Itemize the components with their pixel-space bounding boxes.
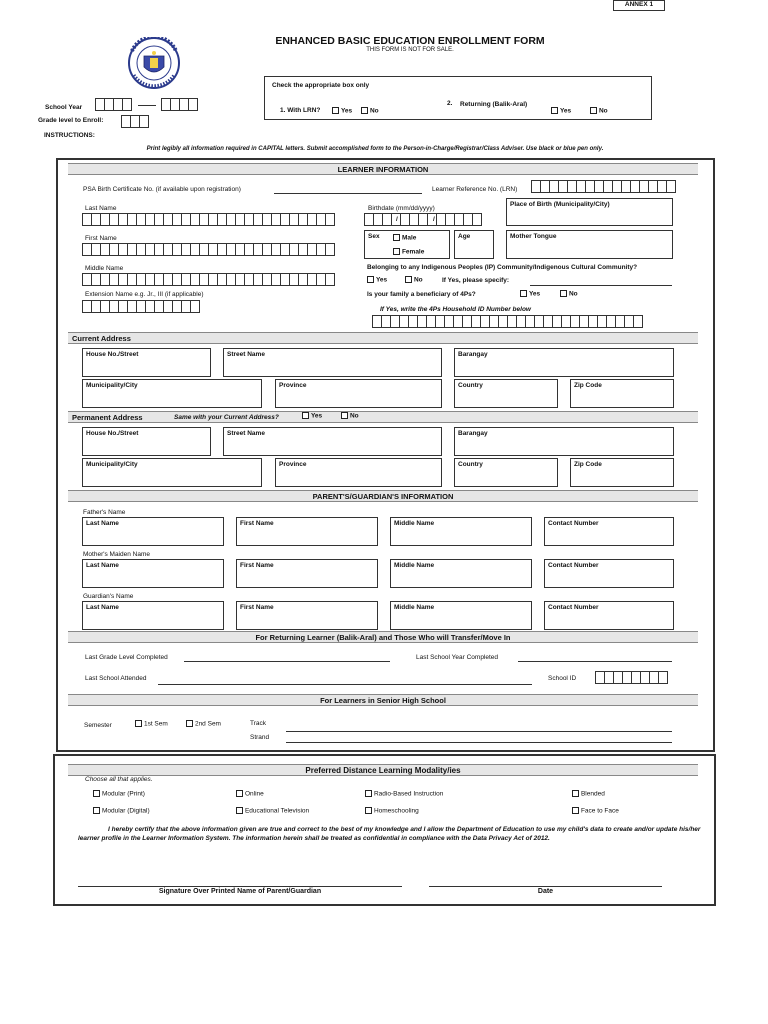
checkbox-icon[interactable] xyxy=(93,790,100,797)
first-name-label: First Name xyxy=(85,235,117,242)
modality-modular-digital[interactable]: Modular (Digital) xyxy=(93,807,150,814)
instructions-text: Print legibly all information required in CAPITAL letters. Submit accomplished form to the Person-in-Charge/Registrar/Class Adviser. Use black or blue pen only. xyxy=(146,146,604,152)
with-lrn-no[interactable]: No xyxy=(361,107,379,114)
mother-contact-field[interactable] xyxy=(544,559,674,588)
fourps-no-option[interactable]: No xyxy=(560,290,578,297)
birthdate-slash-2: / xyxy=(433,216,435,223)
parents-info-header: PARENT'S/GUARDIAN'S INFORMATION xyxy=(68,490,698,502)
last-sy-label: Last School Year Completed xyxy=(416,654,499,661)
character-cell[interactable] xyxy=(472,213,482,226)
modality-face-to-face[interactable]: Face to Face xyxy=(572,807,619,814)
current-street-field[interactable] xyxy=(223,348,442,377)
guardian-middle-name-label: Middle Name xyxy=(394,604,435,611)
check-box-title: Check the appropriate box only xyxy=(272,82,370,89)
father-middle-name-label: Middle Name xyxy=(394,520,435,527)
school-id-label: School ID xyxy=(548,675,577,682)
lrn-input[interactable] xyxy=(532,180,676,193)
returning-label: Returning (Balik-Aral) xyxy=(460,101,528,108)
character-cell[interactable] xyxy=(139,115,149,128)
date-label: Date xyxy=(537,888,554,895)
mother-middle-name-field[interactable] xyxy=(390,559,532,588)
checkbox-icon[interactable] xyxy=(560,290,567,297)
character-cell[interactable] xyxy=(658,671,668,684)
father-first-name-field[interactable] xyxy=(236,517,378,546)
track-input[interactable] xyxy=(286,731,672,732)
ip-specify-input[interactable] xyxy=(530,285,672,286)
permanent-address-title: Permanent Address xyxy=(72,413,143,422)
checkbox-icon[interactable] xyxy=(393,248,400,255)
sex-label: Sex xyxy=(368,233,380,240)
permanent-street-field[interactable] xyxy=(223,427,442,456)
current-zip-field[interactable] xyxy=(570,379,674,408)
fourps-id-input[interactable] xyxy=(373,315,643,328)
extension-name-input[interactable] xyxy=(83,300,200,313)
checkbox-icon[interactable] xyxy=(341,412,348,419)
checkbox-icon[interactable] xyxy=(393,234,400,241)
modality-tv[interactable]: Educational Television xyxy=(236,807,309,814)
last-school-label: Last School Attended xyxy=(85,675,147,682)
second-sem-option[interactable]: 2nd Sem xyxy=(186,720,221,727)
father-last-name-field[interactable] xyxy=(82,517,224,546)
ip-no-option[interactable]: No xyxy=(405,276,423,283)
ip-question: Belonging to any Indigenous Peoples (IP) Community/Indigenous Cultural Community? xyxy=(367,264,638,271)
checkbox-icon[interactable] xyxy=(302,412,309,419)
birthdate-slash-1: / xyxy=(396,216,398,223)
current-province-field[interactable] xyxy=(275,379,442,408)
semester-label: Semester xyxy=(84,722,112,729)
age-field[interactable] xyxy=(454,230,494,259)
current-country-field[interactable] xyxy=(454,379,558,408)
permanent-municipality-label: Municipality/City xyxy=(86,461,138,468)
checkbox-icon[interactable] xyxy=(236,790,243,797)
extension-name-label: Extension Name e.g. Jr., III (if applicable) xyxy=(85,291,204,298)
checkbox-icon[interactable] xyxy=(367,276,374,283)
father-last-name-label: Last Name xyxy=(86,520,119,527)
school-year-start-input[interactable] xyxy=(96,98,132,111)
guardian-middle-name-field[interactable] xyxy=(390,601,532,630)
current-house-field[interactable] xyxy=(82,348,211,377)
strand-input[interactable] xyxy=(286,742,672,743)
permanent-country-label: Country xyxy=(458,461,483,468)
modality-header: Preferred Distance Learning Modality/ies xyxy=(68,764,698,776)
birthdate-input[interactable] xyxy=(365,213,482,226)
guardian-contact-field[interactable] xyxy=(544,601,674,630)
with-lrn-yes[interactable]: Yes xyxy=(332,107,352,114)
date-line[interactable] xyxy=(429,886,662,887)
current-municipality-label: Municipality/City xyxy=(86,382,138,389)
father-first-name-label: First Name xyxy=(240,520,274,527)
current-municipality-field[interactable] xyxy=(82,379,262,408)
current-zip-label: Zip Code xyxy=(574,382,602,389)
permanent-municipality-field[interactable] xyxy=(82,458,262,487)
guardian-first-name-label: First Name xyxy=(240,604,274,611)
father-label: Father's Name xyxy=(83,509,126,516)
permanent-zip-field[interactable] xyxy=(570,458,674,487)
track-label: Track xyxy=(250,720,267,727)
mother-first-name-label: First Name xyxy=(240,562,274,569)
character-cell[interactable] xyxy=(325,213,335,226)
character-cell[interactable] xyxy=(325,273,335,286)
permanent-address-header xyxy=(68,411,698,423)
guardian-label: Guardian's Name xyxy=(83,593,134,600)
character-cell[interactable] xyxy=(666,180,676,193)
lrn-label: Learner Reference No. (LRN) xyxy=(432,186,518,193)
psa-label: PSA Birth Certificate No. (if available upon registration) xyxy=(83,186,241,193)
checkbox-icon[interactable] xyxy=(551,107,558,114)
guardian-last-name-field[interactable] xyxy=(82,601,224,630)
last-sy-input[interactable] xyxy=(518,661,672,662)
current-barangay-label: Barangay xyxy=(458,351,488,358)
guardian-first-name-field[interactable] xyxy=(236,601,378,630)
school-year-dash xyxy=(138,105,156,106)
annex-label: ANNEX 1 xyxy=(624,1,654,8)
character-cell[interactable] xyxy=(633,315,643,328)
birthdate-label: Birthdate (mm/dd/yyyy) xyxy=(368,205,435,212)
school-year-end-input[interactable] xyxy=(162,98,198,111)
same-address-question: Same with your Current Address? xyxy=(174,414,279,421)
checkbox-icon[interactable] xyxy=(365,790,372,797)
checkbox-icon[interactable] xyxy=(520,290,527,297)
mother-last-name-label: Last Name xyxy=(86,562,119,569)
psa-input[interactable] xyxy=(274,193,422,194)
sex-female-option[interactable]: Female xyxy=(393,248,424,255)
modality-modular-print[interactable]: Modular (Print) xyxy=(93,790,145,797)
checkbox-icon[interactable] xyxy=(572,790,579,797)
character-cell[interactable] xyxy=(325,243,335,256)
checkbox-icon[interactable] xyxy=(93,807,100,814)
modality-choose-label: Choose all that applies. xyxy=(85,776,153,783)
modality-homeschooling[interactable]: Homeschooling xyxy=(365,807,419,814)
same-address-yes[interactable]: Yes xyxy=(302,412,322,419)
fourps-id-label: If Yes, write the 4Ps Household ID Number below xyxy=(380,306,531,313)
last-grade-input[interactable] xyxy=(184,661,390,662)
form-title: ENHANCED BASIC EDUCATION ENROLLMENT FORM xyxy=(275,35,545,47)
returning-number: 2. xyxy=(447,100,453,107)
mother-label: Mother's Maiden Name xyxy=(83,551,150,558)
current-country-label: Country xyxy=(458,382,483,389)
checkbox-icon[interactable] xyxy=(572,807,579,814)
current-street-label: Street Name xyxy=(227,351,265,358)
permanent-barangay-field[interactable] xyxy=(454,427,674,456)
permanent-barangay-label: Barangay xyxy=(458,430,488,437)
current-barangay-field[interactable] xyxy=(454,348,674,377)
first-name-input[interactable] xyxy=(83,243,335,256)
permanent-province-field[interactable] xyxy=(275,458,442,487)
checkbox-icon[interactable] xyxy=(332,107,339,114)
mother-contact-label: Contact Number xyxy=(548,562,599,569)
character-cell[interactable] xyxy=(122,98,132,111)
first-sem-option[interactable]: 1st Sem xyxy=(135,720,168,727)
checkbox-icon[interactable] xyxy=(361,107,368,114)
checkbox-icon[interactable] xyxy=(590,107,597,114)
current-province-label: Province xyxy=(279,382,307,389)
mother-first-name-field[interactable] xyxy=(236,559,378,588)
character-cell[interactable] xyxy=(188,98,198,111)
form-subtitle: THIS FORM IS NOT FOR SALE. xyxy=(366,47,454,53)
checkbox-icon[interactable] xyxy=(135,720,142,727)
instructions-label: INSTRUCTIONS: xyxy=(44,132,95,139)
permanent-house-field[interactable] xyxy=(82,427,211,456)
permanent-province-label: Province xyxy=(279,461,307,468)
signature-line[interactable] xyxy=(78,886,402,887)
place-of-birth-label: Place of Birth (Municipality/City) xyxy=(510,201,610,208)
last-name-label: Last Name xyxy=(85,205,117,212)
father-contact-field[interactable] xyxy=(544,517,674,546)
permanent-country-field[interactable] xyxy=(454,458,558,487)
ip-specify-label: If Yes, please specify: xyxy=(442,277,510,284)
learner-info-header: LEARNER INFORMATION xyxy=(68,163,698,175)
current-address-header: Current Address xyxy=(68,332,698,344)
certification-text: I hereby certify that the above information given are true and correct to the best of my knowledge and I allow the Department of Education to use my child's data to create and/or update his/her learner profile in the Learner Information System. The information herein shall be treated as confidential in compliance with the Data Privacy Act of 2012. xyxy=(78,826,701,842)
mother-tongue-field[interactable] xyxy=(506,230,673,259)
mother-last-name-field[interactable] xyxy=(82,559,224,588)
middle-name-input[interactable] xyxy=(83,273,335,286)
checkbox-icon[interactable] xyxy=(405,276,412,283)
shs-header: For Learners in Senior High School xyxy=(68,694,698,706)
modality-radio[interactable]: Radio-Based Instruction xyxy=(365,790,443,797)
middle-name-label: Middle Name xyxy=(85,265,124,272)
current-house-label: House No./Street xyxy=(86,351,139,358)
school-year-label: School Year xyxy=(45,104,83,111)
modality-online[interactable]: Online xyxy=(236,790,264,797)
same-address-no[interactable]: No xyxy=(341,412,359,419)
with-lrn-label: 1. With LRN? xyxy=(280,107,321,114)
sex-male-option[interactable]: Male xyxy=(393,234,416,241)
last-grade-label: Last Grade Level Completed xyxy=(85,654,168,661)
checkbox-icon[interactable] xyxy=(186,720,193,727)
father-middle-name-field[interactable] xyxy=(390,517,532,546)
place-of-birth-field[interactable] xyxy=(506,198,673,226)
ip-yes-option[interactable]: Yes xyxy=(367,276,387,283)
grade-level-label: Grade level to Enroll: xyxy=(38,117,104,124)
mother-tongue-label: Mother Tongue xyxy=(510,233,557,240)
returning-no[interactable]: No xyxy=(590,107,608,114)
deped-seal-logo xyxy=(120,37,188,89)
mother-middle-name-label: Middle Name xyxy=(394,562,435,569)
returning-yes[interactable]: Yes xyxy=(551,107,571,114)
last-name-input[interactable] xyxy=(83,213,335,226)
school-id-input[interactable] xyxy=(596,671,668,684)
father-contact-label: Contact Number xyxy=(548,520,599,527)
permanent-house-label: House No./Street xyxy=(86,430,139,437)
modality-blended[interactable]: Blended xyxy=(572,790,605,797)
permanent-zip-label: Zip Code xyxy=(574,461,602,468)
returning-learner-header: For Returning Learner (Balik-Aral) and Those Who will Transfer/Move In xyxy=(68,631,698,643)
strand-label: Strand xyxy=(250,734,270,741)
character-cell[interactable] xyxy=(190,300,200,313)
grade-level-input[interactable] xyxy=(122,115,149,128)
guardian-contact-label: Contact Number xyxy=(548,604,599,611)
guardian-last-name-label: Last Name xyxy=(86,604,119,611)
fourps-question: Is your family a beneficiary of 4Ps? xyxy=(367,291,476,298)
last-school-input[interactable] xyxy=(158,684,532,685)
checkbox-icon[interactable] xyxy=(365,807,372,814)
signature-label: Signature Over Printed Name of Parent/Guardian xyxy=(158,888,322,895)
age-label: Age xyxy=(458,233,471,240)
permanent-street-label: Street Name xyxy=(227,430,265,437)
checkbox-icon[interactable] xyxy=(236,807,243,814)
fourps-yes-option[interactable]: Yes xyxy=(520,290,540,297)
